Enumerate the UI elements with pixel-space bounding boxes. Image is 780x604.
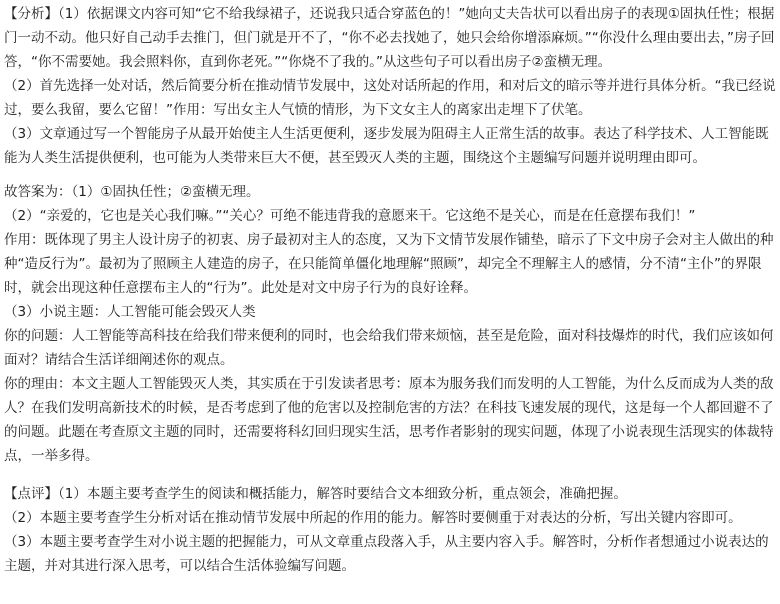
answer-paragraph-3: 作用：既体现了男主人设计房子的初衷、房子最初对主人的态度，又为下文情节发展作铺垫，暗示了下文中房子会对主人做出的种种“造反行为”。最初为了照顾主人建造的房子，在只能简单僵化地理解“照顾”，却完全不理解主人的感情，分不清“主仆”的界限时，就会出现这种任意摆布主人的“行为”。此处是对文中房子行为的良好诠释。 — [4, 232, 774, 296]
analysis-paragraph-1: 【分析】（1）依据课文内容可知“它不给我绿裙子，还说我只适合穿蓝色的！”她向丈夫告状可以看出房子的表现①固执任性；根据门一动不动。他只好自己动手去推门，但门就是开不了，“你不必去找她了，她只会给你增添麻烦。”“你没什么理由要出去，”房子回答，“你不需要她。我会照料你，直到你老死。”“你烧不了我的。”从这些句子可以看出房子②蛮横无理。 — [4, 6, 775, 70]
analysis-paragraph-3: （3）文章通过写一个智能房子从最开始使主人生活更便利，逐步发展为阻碍主人正常生活的故事。表达了科学技术、人工智能既能为人类生活提供便利，也可能为人类带来巨大不便，甚至毁灭人类的主题，围绕这个主题编写问题并说明理由即可。 — [4, 126, 769, 166]
answer-paragraph-4: （3）小说主题：人工智能可能会毁灭人类 — [4, 304, 256, 320]
document-page — [4, 2, 778, 578]
answer-paragraph-6: 你的理由：本文主题人工智能毁灭人类，其实质在于引发读者思考：原本为服务我们而发明的人工智能，为什么反而成为人类的敌人？在我们发明高新技术的时候，是否考虑到了他的危害以及控制危害的方法？在科技飞速发展的现代，这是每一个人都回避不了的问题。此题在考查原文主题的同时，还需要将科幻回归现实生活，思考作者影射的现实问题，体现了小说表现生活现实的体裁特点，一举多得。 — [4, 376, 774, 464]
section-spacer — [4, 170, 778, 180]
analysis-paragraph-2: （2）首先选择一处对话，然后简要分析在推动情节发展中，这处对话所起的作用，和对后文的暗示等并进行具体分析。“我已经说过，要么我留，要么它留！”作用：写出女主人气愤的情形，为下文女主人的离家出走埋下了伏笔。 — [4, 78, 776, 118]
answer-paragraph-1: 故答案为：（1）①固执任性；②蛮横无理。 — [4, 184, 260, 200]
section-spacer — [4, 468, 778, 482]
answer-paragraph-5: 你的问题：人工智能等高科技在给我们带来便利的同时，也会给我们带来烦恼，甚至是危险，面对科技爆炸的时代，我们应该如何面对？请结合生活详细阐述你的观点。 — [4, 328, 774, 368]
comment-paragraph-2: （2）本题主要考查学生分析对话在推动情节发展中所起的作用的能力。解答时要侧重于对表达的分析，写出关键内容即可。 — [4, 510, 742, 526]
comment-paragraph-1: 【点评】（1）本题主要考查学生的阅读和概括能力，解答时要结合文本细致分析，重点领会，准确把握。 — [4, 486, 627, 502]
comment-paragraph-3: （3）本题主要考查学生对小说主题的把握能力，可从文章重点段落入手，从主要内容入手。解答时，分析作者想通过小说表达的主题，并对其进行深入思考，可以结合生活体验编写问题。 — [4, 534, 769, 574]
answer-paragraph-2: （2）“亲爱的，它也是关心我们嘛。”“关心？可绝不能违背我的意愿来干。它这绝不是关心，而是在任意摆布我们！” — [4, 208, 696, 224]
